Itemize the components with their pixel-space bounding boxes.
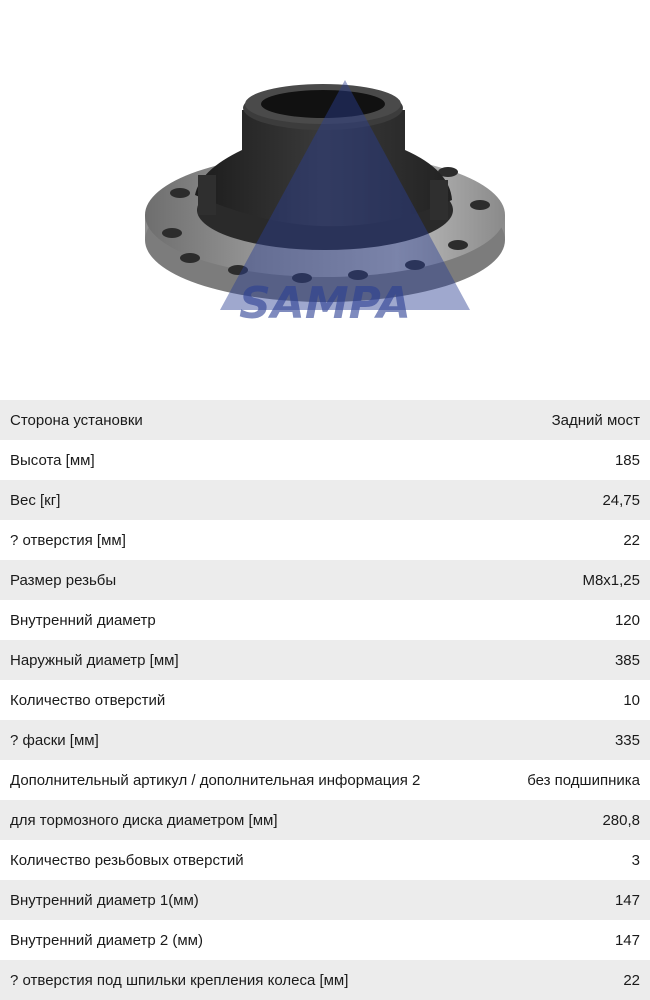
spec-label: Наружный диаметр [мм] — [10, 651, 179, 669]
spec-row — [0, 560, 650, 600]
spec-value: без подшипника — [527, 771, 640, 789]
spec-value: 280,8 — [602, 811, 640, 829]
spec-row — [0, 880, 650, 920]
spec-row — [0, 600, 650, 640]
spec-label: Сторона установки — [10, 411, 143, 429]
spec-label: Внутренний диаметр 2 (мм) — [10, 931, 203, 949]
spec-label: ? фаски [мм] — [10, 731, 99, 749]
spec-label: для тормозного диска диаметром [мм] — [10, 811, 278, 829]
spec-row — [0, 640, 650, 680]
spec-row — [0, 440, 650, 480]
spec-row — [0, 720, 650, 760]
spec-row — [0, 760, 650, 800]
spec-row — [0, 960, 650, 1000]
spec-row — [0, 920, 650, 960]
spec-row — [0, 840, 650, 880]
spec-value: 10 — [623, 691, 640, 709]
spec-value: 24,75 — [602, 491, 640, 509]
spec-label: Внутренний диаметр — [10, 611, 156, 629]
spec-value: 120 — [614, 611, 640, 629]
spec-value: M8x1,25 — [582, 571, 640, 589]
spec-value: 385 — [614, 651, 640, 669]
spec-label: Дополнительный артикул / дополнительная информация 2 — [10, 771, 421, 789]
spec-label: ? отверстия под шпильки крепления колеса [мм] — [10, 971, 349, 989]
spec-label: Внутренний диаметр 1(мм) — [10, 891, 199, 909]
wheel-hub-illustration — [0, 0, 650, 400]
spec-label: Количество отверстий — [10, 691, 166, 709]
spec-label: Размер резьбы — [10, 571, 117, 589]
spec-row — [0, 400, 650, 440]
spec-value: 147 — [614, 931, 640, 949]
spec-row — [0, 800, 650, 840]
spec-value: 147 — [614, 891, 640, 909]
specs-table — [0, 400, 650, 1000]
spec-value: 22 — [623, 971, 640, 989]
spec-value: 185 — [614, 451, 640, 469]
spec-row — [0, 520, 650, 560]
watermark-logo: SAMPA — [239, 278, 411, 329]
spec-label: Высота [мм] — [10, 451, 95, 469]
spec-value: Задний мост — [551, 411, 640, 429]
product-image — [0, 0, 650, 400]
spec-value: 3 — [631, 851, 640, 869]
spec-label: Вес [кг] — [10, 491, 61, 509]
spec-row — [0, 680, 650, 720]
spec-label: Количество резьбовых отверстий — [10, 851, 244, 869]
spec-value: 22 — [623, 531, 640, 549]
spec-label: ? отверстия [мм] — [10, 531, 126, 549]
spec-value: 335 — [614, 731, 640, 749]
spec-row — [0, 480, 650, 520]
